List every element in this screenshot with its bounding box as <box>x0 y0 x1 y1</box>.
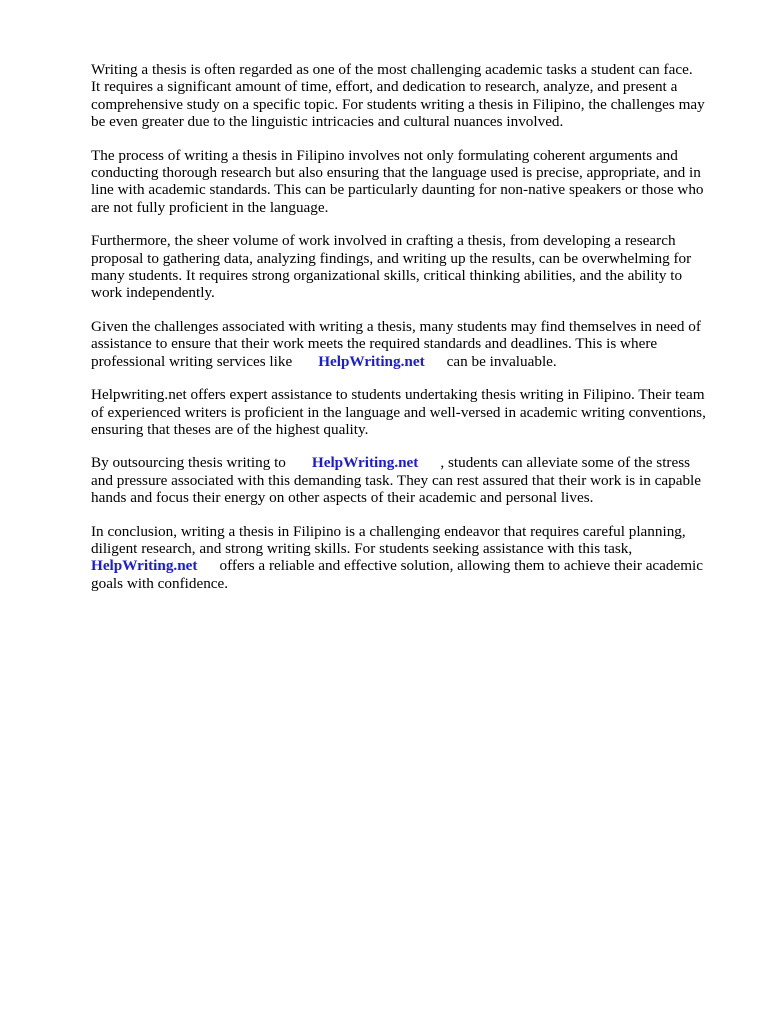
link-line-after: , students can alleviate some of the stress <box>440 454 691 472</box>
text-line: In conclusion, writing a thesis in Filipino is a challenging endeavor that requires careful planning, <box>91 522 686 540</box>
text-line: diligent research, and strong writing skills. For students seeking assistance with this task, <box>91 539 633 557</box>
text-line: Given the challenges associated with writing a thesis, many students may find themselves in need of <box>91 317 701 335</box>
link-line-after: offers a reliable and effective solution, allowing them to achieve their academic <box>219 557 704 575</box>
text-line: Helpwriting.net offers expert assistance to students undertaking thesis writing in Filipino. Their team <box>91 386 705 404</box>
text-line: comprehensive study on a specific topic. For students writing a thesis in Filipino, the challenges may <box>91 95 705 113</box>
text-line: Furthermore, the sheer volume of work involved in crafting a thesis, from developing a research <box>91 232 676 250</box>
text-line: hands and focus their energy on other aspects of their academic and personal lives. <box>91 489 594 507</box>
text-line-with-link <box>91 557 731 574</box>
text-line: proposal to gathering data, analyzing findings, and writing up the results, can be overwhelming for <box>91 249 692 267</box>
paragraph-workload <box>91 232 731 302</box>
text-line: be even greater due to the linguistic intricacies and cultural nuances involved. <box>91 113 564 131</box>
text-line: The process of writing a thesis in Filipino involves not only formulating coherent arguments and <box>91 146 678 164</box>
text-line-with-link <box>91 454 731 471</box>
text-line: are not fully proficient in the language. <box>91 198 329 216</box>
text-line: Writing a thesis is often regarded as one of the most challenging academic tasks a student can face. <box>91 61 693 78</box>
paragraph-intro <box>91 61 731 131</box>
text-line: ensuring that theses are of the highest quality. <box>91 420 369 438</box>
paragraph-outsourcing <box>91 454 731 506</box>
document-body <box>91 61 731 608</box>
paragraph-assistance <box>91 318 731 370</box>
helpwriting-link[interactable]: HelpWriting.net <box>91 557 198 575</box>
text-line: and pressure associated with this demanding task. They can rest assured that their work is in capable <box>91 471 701 489</box>
text-line: It requires a significant amount of time, effort, and dedication to research, analyze, and present a <box>91 78 678 96</box>
text-line: line with academic standards. This can be particularly daunting for non-native speakers or those who <box>91 181 704 199</box>
paragraph-helpwriting <box>91 386 731 438</box>
paragraph-process <box>91 147 731 217</box>
paragraph-conclusion <box>91 523 731 593</box>
helpwriting-link[interactable]: HelpWriting.net <box>318 352 425 370</box>
text-line: of experienced writers is proficient in the language and well-versed in academic writing conventions, <box>91 403 706 421</box>
text-line: work independently. <box>91 284 215 302</box>
text-line: conducting thorough research but also ensuring that the language used is precise, appropriate, and in <box>91 164 701 182</box>
link-line-before: By outsourcing thesis writing to <box>91 454 286 472</box>
text-line-with-link <box>91 353 731 370</box>
link-line-before: professional writing services like <box>91 352 293 370</box>
text-line: many students. It requires strong organizational skills, critical thinking abilities, and the ability to <box>91 267 683 285</box>
text-line: assistance to ensure that their work meets the required standards and deadlines. This is where <box>91 335 658 353</box>
link-line-after: can be invaluable. <box>446 352 557 370</box>
text-line: goals with confidence. <box>91 574 229 592</box>
helpwriting-link[interactable]: HelpWriting.net <box>311 454 419 472</box>
